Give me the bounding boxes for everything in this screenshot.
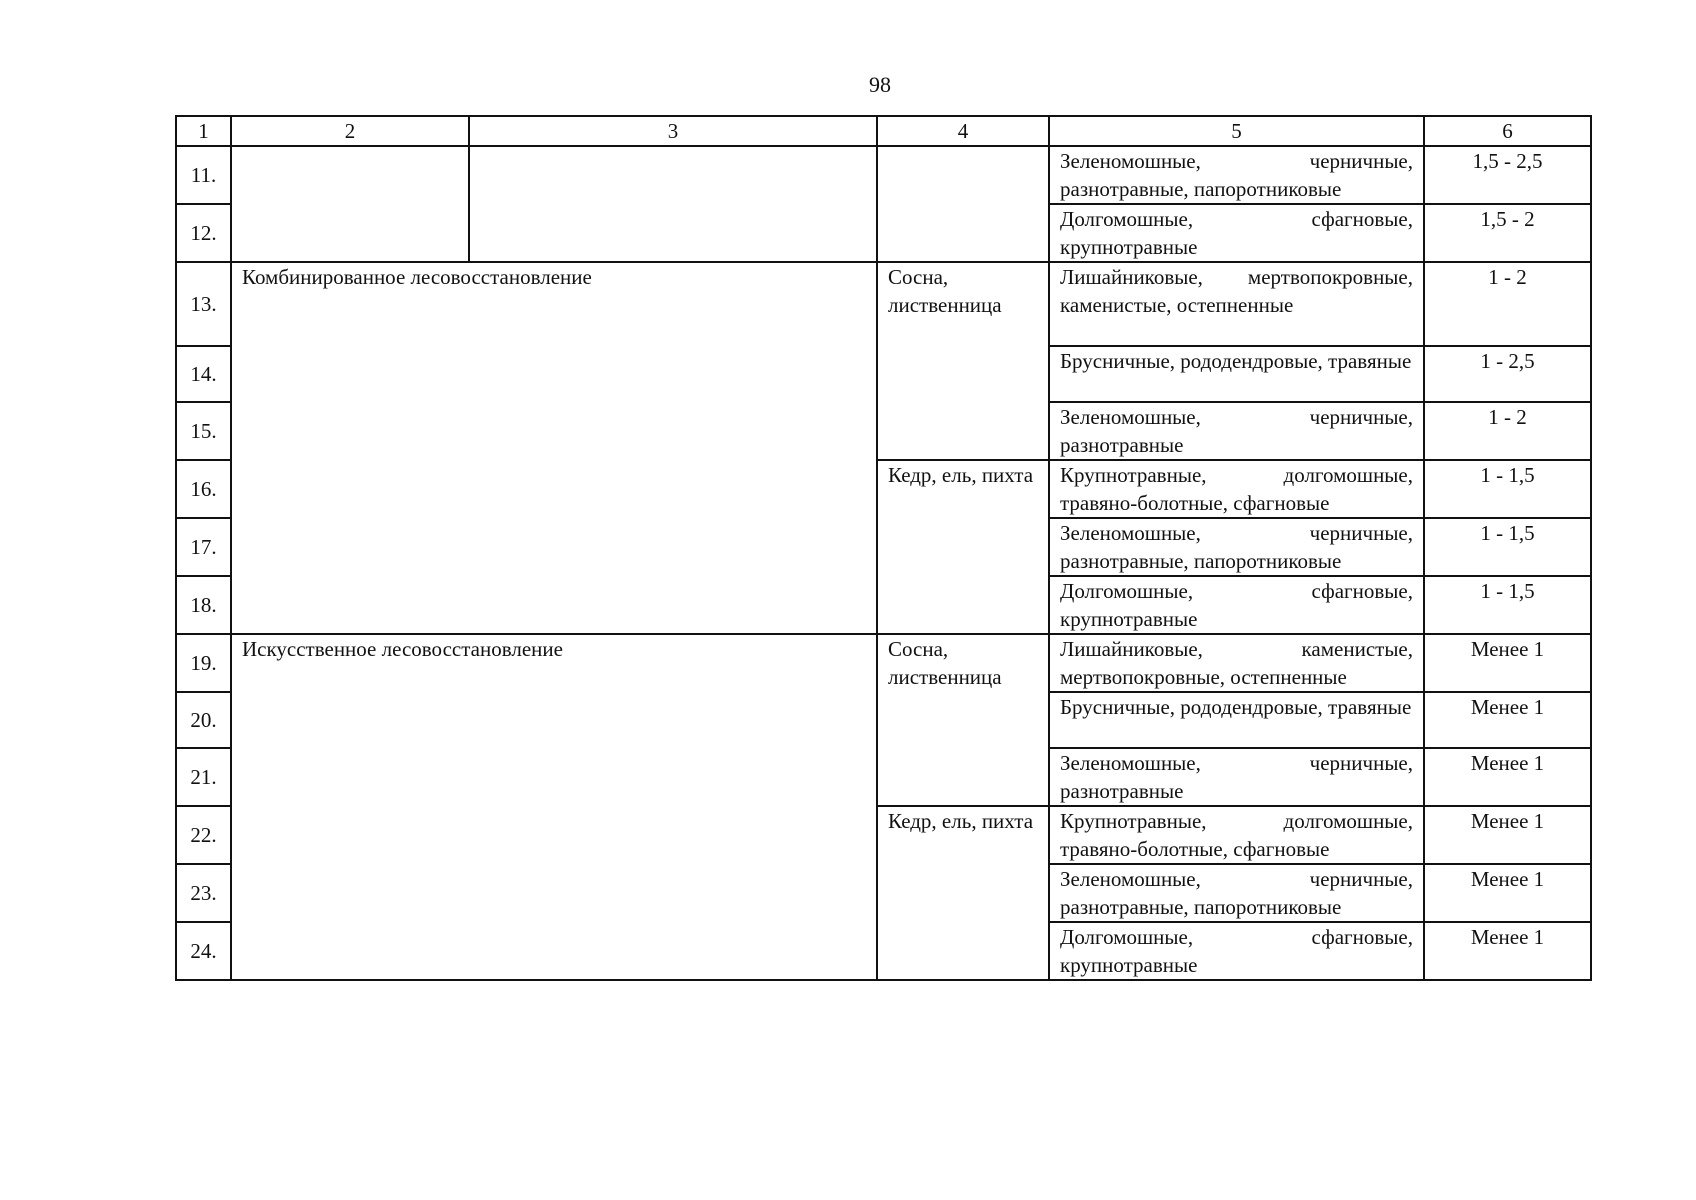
- value-cell: 1,5 - 2: [1424, 204, 1591, 262]
- value-cell: 1 - 1,5: [1424, 518, 1591, 576]
- table-row: [176, 146, 1591, 204]
- tree-species-cell: Сосна, лиственница: [877, 634, 1049, 806]
- table-row: [176, 634, 1591, 692]
- row-number: 14.: [176, 346, 231, 402]
- row-number: 16.: [176, 460, 231, 518]
- value-cell: Менее 1: [1424, 748, 1591, 806]
- forest-type-cell: Зеленомошные, черничные, разнотравные: [1049, 748, 1424, 806]
- row-number: 13.: [176, 262, 231, 346]
- row-number: 17.: [176, 518, 231, 576]
- value-cell: 1 - 2: [1424, 262, 1591, 346]
- value-cell: Менее 1: [1424, 922, 1591, 980]
- value-cell: 1 - 1,5: [1424, 576, 1591, 634]
- column-header: 1: [176, 116, 231, 146]
- table-row: [176, 262, 1591, 346]
- forest-type-cell: Лишайниковые, мертвопокровные, каменистые, остепненные: [1049, 262, 1424, 346]
- restoration-method-cell: Комбинированное лесовосстановление: [231, 262, 877, 634]
- row-number: 20.: [176, 692, 231, 748]
- row-number: 23.: [176, 864, 231, 922]
- method-cell-empty: [231, 146, 469, 262]
- forest-restoration-table: [175, 115, 1592, 981]
- value-cell: 1 - 2,5: [1424, 346, 1591, 402]
- value-cell: 1 - 1,5: [1424, 460, 1591, 518]
- column-header: 2: [231, 116, 469, 146]
- column-header: 3: [469, 116, 877, 146]
- column-header: 4: [877, 116, 1049, 146]
- value-cell: 1,5 - 2,5: [1424, 146, 1591, 204]
- value-cell: Менее 1: [1424, 692, 1591, 748]
- species-cell-empty: [877, 146, 1049, 262]
- method-detail-cell-empty: [469, 146, 877, 262]
- row-number: 12.: [176, 204, 231, 262]
- forest-type-cell: Брусничные, рододендровые, травяные: [1049, 692, 1424, 748]
- restoration-method-cell: Искусственное лесовосстановление: [231, 634, 877, 980]
- forest-type-cell: Зеленомошные, черничные, разнотравные: [1049, 402, 1424, 460]
- row-number: 18.: [176, 576, 231, 634]
- tree-species-cell: Кедр, ель, пихта: [877, 460, 1049, 634]
- forest-type-cell: Долгомошные, сфагновые, крупнотравные: [1049, 922, 1424, 980]
- page-number: 98: [869, 72, 891, 97]
- column-header: 5: [1049, 116, 1424, 146]
- forest-type-cell: Зеленомошные, черничные, разнотравные, папоротниковые: [1049, 518, 1424, 576]
- value-cell: Менее 1: [1424, 634, 1591, 692]
- row-number: 21.: [176, 748, 231, 806]
- row-number: 11.: [176, 146, 231, 204]
- row-number: 24.: [176, 922, 231, 980]
- forest-type-cell: Долгомошные, сфагновые, крупнотравные: [1049, 204, 1424, 262]
- table-header-row: [176, 116, 1591, 146]
- forest-type-cell: Крупнотравные, долгомошные, травяно-болотные, сфагновые: [1049, 460, 1424, 518]
- forest-type-cell: Крупнотравные, долгомошные, травяно-болотные, сфагновые: [1049, 806, 1424, 864]
- value-cell: 1 - 2: [1424, 402, 1591, 460]
- row-number: 15.: [176, 402, 231, 460]
- forest-type-cell: Зеленомошные, черничные, разнотравные, папоротниковые: [1049, 146, 1424, 204]
- column-header: 6: [1424, 116, 1591, 146]
- forest-type-cell: Брусничные, рододендровые, травяные: [1049, 346, 1424, 402]
- tree-species-cell: Сосна, лиственница: [877, 262, 1049, 460]
- forest-type-cell: Лишайниковые, каменистые, мертвопокровные, остепненные: [1049, 634, 1424, 692]
- value-cell: Менее 1: [1424, 806, 1591, 864]
- value-cell: Менее 1: [1424, 864, 1591, 922]
- row-number: 19.: [176, 634, 231, 692]
- row-number: 22.: [176, 806, 231, 864]
- forest-type-cell: Долгомошные, сфагновые, крупнотравные: [1049, 576, 1424, 634]
- tree-species-cell: Кедр, ель, пихта: [877, 806, 1049, 980]
- forest-type-cell: Зеленомошные, черничные, разнотравные, папоротниковые: [1049, 864, 1424, 922]
